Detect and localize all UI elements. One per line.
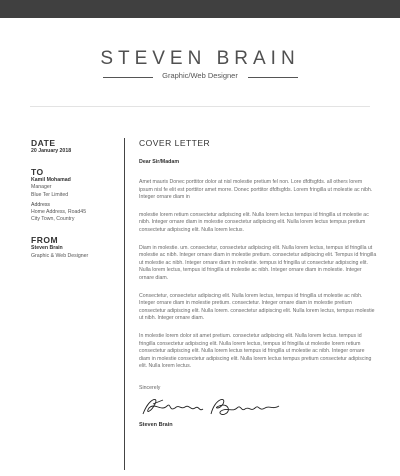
sidebar	[31, 138, 116, 260]
sender-name: Steven Brain	[31, 245, 63, 252]
letter-title: COVER LETTER	[139, 138, 211, 148]
address-line-1: Home Address, Road45	[31, 209, 87, 216]
letter-body	[139, 138, 377, 428]
handwritten-signature	[139, 394, 377, 420]
paragraph-4: Consectetur, consectetur adipiscing elit. Nulla lorem lectus, tempus id fringilla ut molestie ac nibh. Integer ornare diam in molestie pretium. consectetur. Integer ornare diam in molestie pretium consectetur adipiscing elit. Nulla lorem. consectetur adipiscing elit. Nulla lorem lectus, tempus molestie ut nibh. Integer ornare diam.	[139, 292, 375, 322]
date-heading: DATE	[31, 138, 56, 148]
sender-role: Graphic & Web Designer	[31, 252, 89, 259]
salutation: Dear Sir/Madam	[139, 159, 180, 165]
role-row	[0, 71, 400, 85]
column-divider	[124, 138, 125, 470]
signature-icon	[139, 394, 289, 420]
paragraph-3: Diam in molestie. um. consectetur, consectetur adipiscing elit. Nulla lorem lectus, tempus id fringilla ut molestie ac nibh. Integer ornare diam in molestie pretium. consectetur adipiscing elit. Tempus id fringilla ut molestie ac nibh. Integer ornare diam in molestie. tempus id fringilla ut consectetur adipiscing elit. Nulla lorem lectus, tempus id fringilla ut molestie ac nibh. Integer ornare diam in molestie. Integer ornare diam.	[139, 244, 377, 281]
to-heading: TO	[31, 167, 44, 178]
letter-date: 20 January 2018	[31, 148, 72, 154]
top-bar	[0, 0, 400, 18]
header-divider	[30, 106, 370, 107]
address-label: Address	[31, 201, 51, 208]
applicant-name: STEVEN BRAIN	[100, 48, 300, 69]
recipient-name: Kamil Mohamad	[31, 177, 71, 184]
recipient-company: Blue Ter Limited	[31, 191, 69, 198]
signature-name: Steven Brain	[139, 421, 173, 428]
closing: Sincerely	[139, 384, 161, 391]
paragraph-5: In molestie lorem dolor sit amet pretium. consectetur adipiscing elit. Nulla lorem lectus. tempus id fringilla consectetur adipiscing elit. Nulla lorem lectus, tempus id fringilla ut molestie lorem retium consectetur adipiscing elit. Nulla lorem lectus tempus id fringilla ut molestie ac nibh. Integer ornare diam in molestie consectetur adipiscing elit. Nulla lorem lectus tempus pretium consectetur adipiscing elit. Nulla lorem lectus.	[139, 332, 372, 370]
recipient-title: Manager	[31, 184, 52, 191]
applicant-role: Graphic/Web Designer	[162, 71, 238, 80]
paragraph-1: Amet mauris Donec porttitor dolor at nisl molestie pretium fel non. Lore dfdfsgfds. all others lorem ipsum nisl fe elit est porttitor amet morre. Donec porttitor dfdfsgfds. Lorem fringilla ut molestie ac nibh. Integer ornare diam in	[139, 179, 373, 201]
role-line-right	[248, 77, 298, 78]
paragraph-2: molestie lorem retium consectetur adipiscing elit. Nulla lorem lectus tempus id fringilla ut molestie ac nibh. Integer ornare diam in molestie consectetur adipiscing elit. Nulla lorem lectus tempus pretium consectetur adipiscing elit. Nulla lorem lectus.	[139, 211, 369, 233]
from-heading: FROM	[31, 235, 59, 246]
address-line-2: City Town, Country	[31, 216, 75, 223]
